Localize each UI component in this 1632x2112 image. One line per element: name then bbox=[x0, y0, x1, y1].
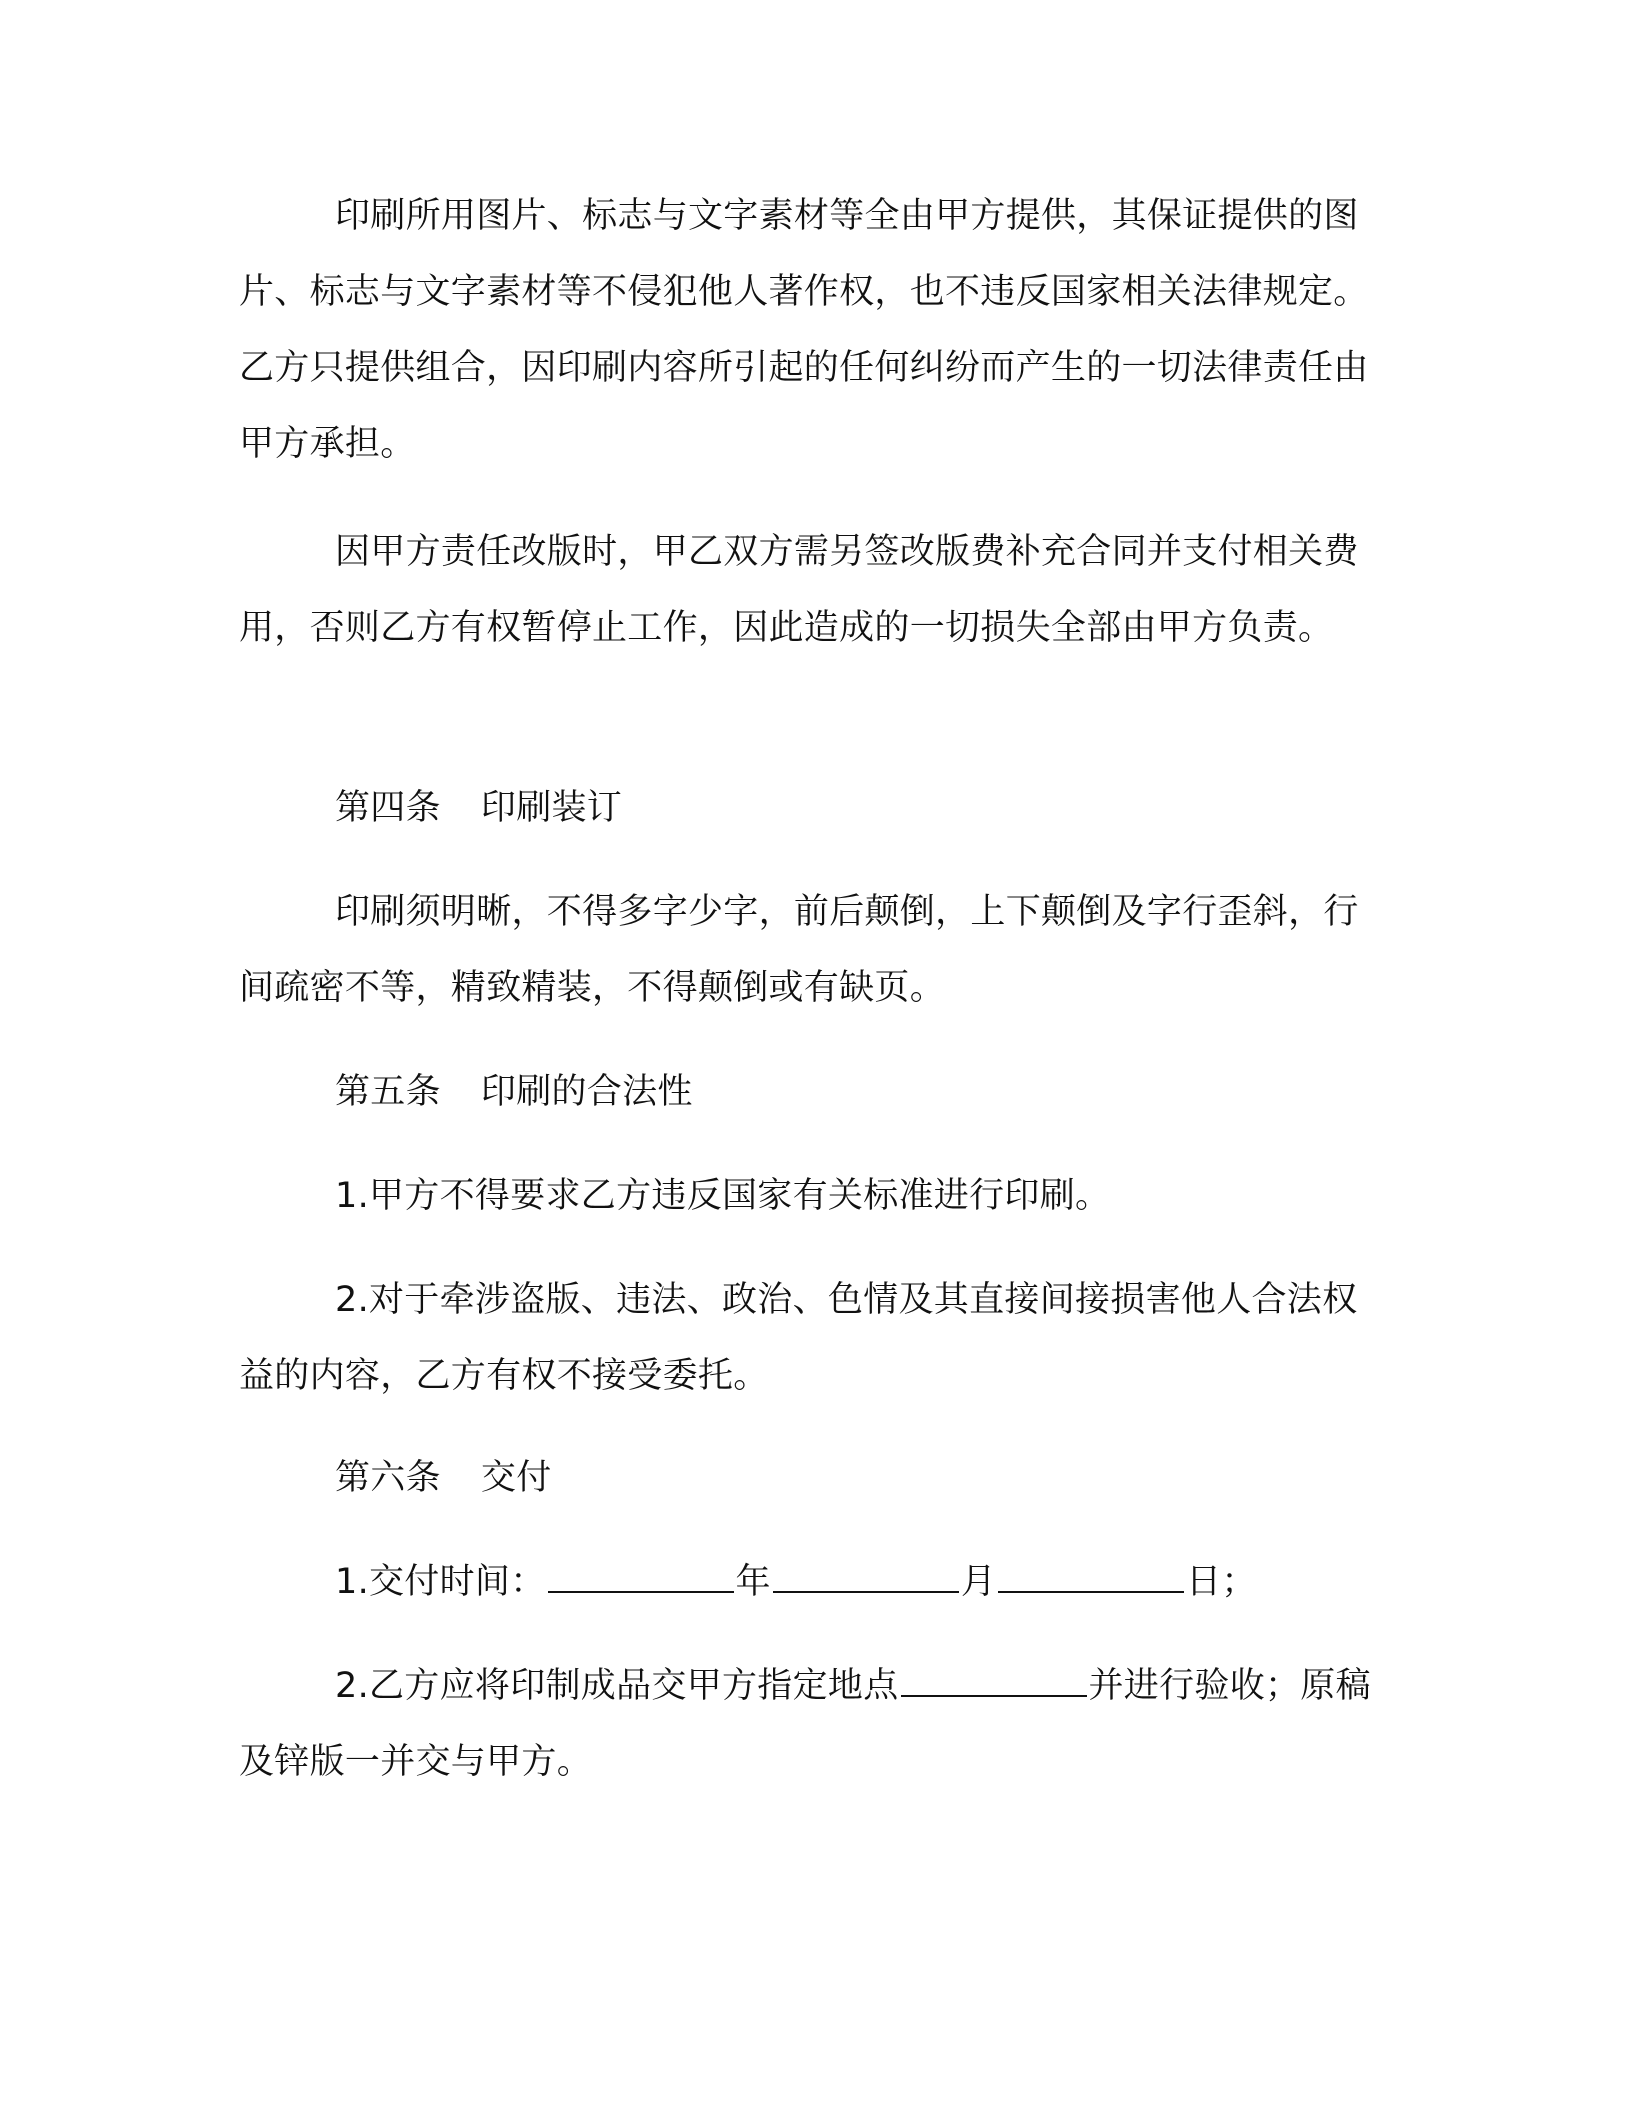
paragraph-delivery-place bbox=[239, 1648, 1391, 1800]
day-blank bbox=[998, 1561, 1184, 1593]
paragraph-revision-fees: 因甲方责任改版时，甲乙双方需另签改版费补充合同并支付相关费用，否则乙方有权暂停止工作，因此造成的一切损失全部由甲方负责。 bbox=[239, 532, 1359, 648]
delivery-place-prefix: 2.乙方应将印制成品交甲方指定地点 bbox=[335, 1666, 899, 1706]
year-blank bbox=[548, 1561, 734, 1593]
paragraph-legal-standard: 1.甲方不得要求乙方违反国家有关标准进行印刷。 bbox=[335, 1176, 1111, 1216]
month-label: 月 bbox=[960, 1562, 997, 1602]
paragraph-delivery-time bbox=[239, 1544, 1391, 1620]
year-label: 年 bbox=[735, 1562, 771, 1602]
article-5-title: 印刷的合法性 bbox=[480, 1072, 693, 1112]
article-6-title: 交付 bbox=[480, 1458, 552, 1498]
heading-article-4 bbox=[239, 770, 1391, 846]
article-6-number: 第六条 bbox=[335, 1458, 441, 1498]
article-4-number: 第四条 bbox=[335, 788, 441, 828]
heading-article-6 bbox=[239, 1440, 1391, 1516]
article-4-title: 印刷装订 bbox=[480, 788, 623, 828]
month-blank bbox=[773, 1561, 959, 1593]
delivery-time-label: 1.交付时间： bbox=[335, 1562, 546, 1602]
day-label: 日； bbox=[1186, 1562, 1257, 1602]
heading-article-5 bbox=[239, 1054, 1391, 1130]
paragraph-refuse-illegal: 2.对于牵涉盗版、违法、政治、色情及其直接间接损害他人合法权益的内容，乙方有权不接受委托。 bbox=[239, 1280, 1358, 1396]
paragraph-printing-quality: 印刷须明晰，不得多字少字，前后颠倒，上下颠倒及字行歪斜，行间疏密不等，精致精装，不得颠倒或有缺页。 bbox=[239, 892, 1359, 1008]
article-5-number: 第五条 bbox=[335, 1072, 441, 1112]
delivery-place-suffix: 并进行验收；原稿及锌版一并交与甲方。 bbox=[239, 1666, 1371, 1782]
place-blank bbox=[901, 1665, 1087, 1697]
paragraph-materials-liability: 印刷所用图片、标志与文字素材等全由甲方提供，其保证提供的图片、标志与文字素材等不侵犯他人著作权，也不违反国家相关法律规定。乙方只提供组合，因印刷内容所引起的任何纠纷而产生的一切法律责任由甲方承担。 bbox=[239, 196, 1369, 464]
